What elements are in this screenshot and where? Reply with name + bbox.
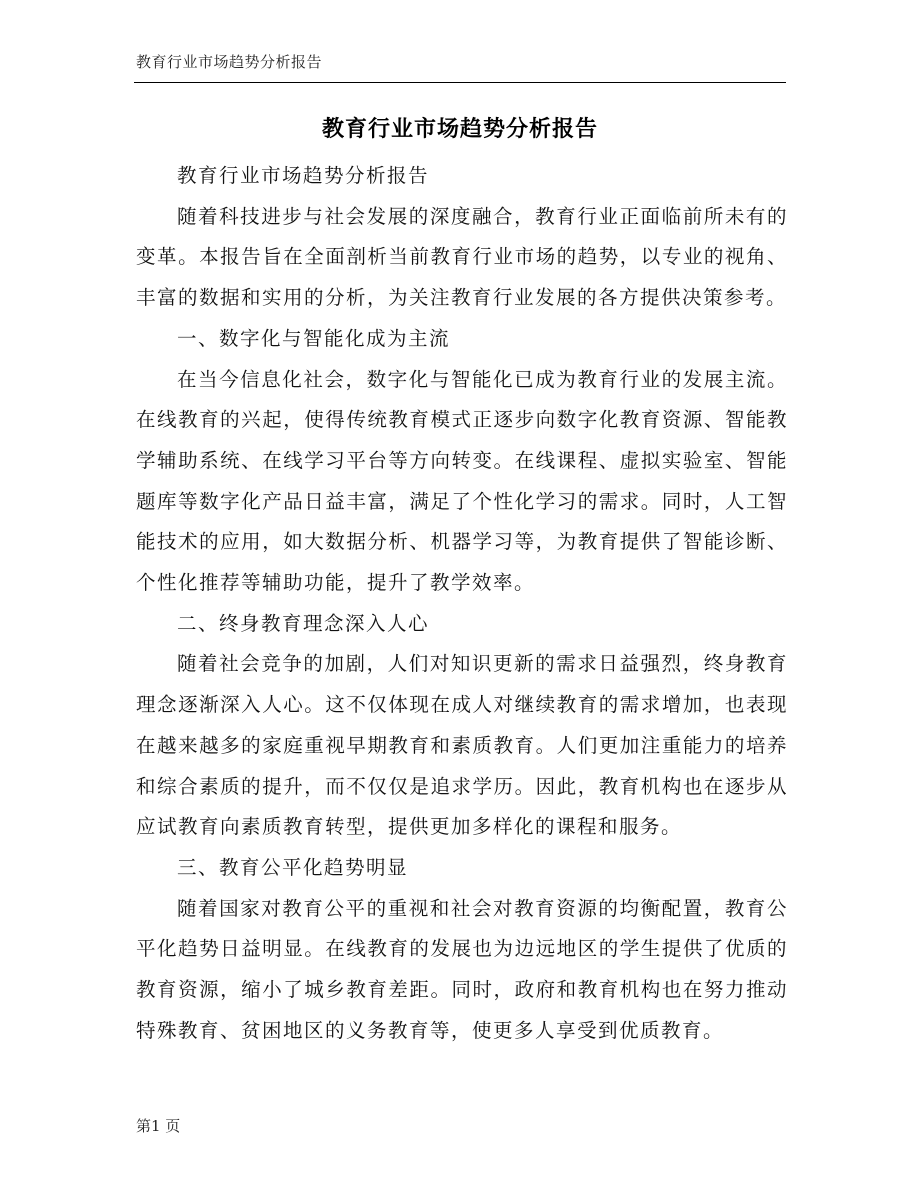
document-body [136, 156, 788, 1051]
header-rule [134, 82, 786, 83]
intro-paragraph: 随着科技进步与社会发展的深度融合，教育行业正面临前所未有的变革。本报告旨在全面剖析当前教育行业市场的趋势，以专业的视角、丰富的数据和实用的分析，为关注教育行业发展的各方提供决策参考。 [136, 204, 788, 310]
section-heading-lifelong-education: 二、终身教育理念深入人心 [176, 611, 429, 635]
subtitle-paragraph: 教育行业市场趋势分析报告 [176, 164, 429, 187]
lifelong-education-paragraph: 随着社会竞争的加剧，人们对知识更新的需求日益强烈，终身教育理念逐渐深入人心。这不仅体现在成人对继续教育的需求增加，也表现在越来越多的家庭重视早期教育和素质教育。人们更加注重能力的培养和综合素质的提升，而不仅仅是追求学历。因此，教育机构也在逐步从应试教育向素质教育转型，提供更加多样化的课程和服务。 [136, 652, 788, 839]
page-number: 第1 页 [136, 1117, 181, 1135]
running-header: 教育行业市场趋势分析报告 [136, 53, 323, 71]
section-heading-digitalization: 一、数字化与智能化成为主流 [176, 326, 450, 350]
education-equity-paragraph: 随着国家对教育公平的重视和社会对教育资源的均衡配置，教育公平化趋势日益明显。在线教育的发展也为边远地区的学生提供了优质的教育资源，缩小了城乡教育差距。同时，政府和教育机构也在努力推动特殊教育、贫困地区的义务教育等，使更多人享受到优质教育。 [136, 896, 788, 1042]
document-title: 教育行业市场趋势分析报告 [321, 116, 598, 142]
digitalization-paragraph: 在当今信息化社会，数字化与智能化已成为教育行业的发展主流。在线教育的兴起，使得传统教育模式正逐步向数字化教育资源、智能教学辅助系统、在线学习平台等方向转变。在线课程、虚拟实验室、智能题库等数字化产品日益丰富，满足了个性化学习的需求。同时，人工智能技术的应用，如大数据分析、机器学习等，为教育提供了智能诊断、个性化推荐等辅助功能，提升了教学效率。 [136, 367, 788, 595]
section-heading-education-equity: 三、教育公平化趋势明显 [176, 855, 408, 879]
